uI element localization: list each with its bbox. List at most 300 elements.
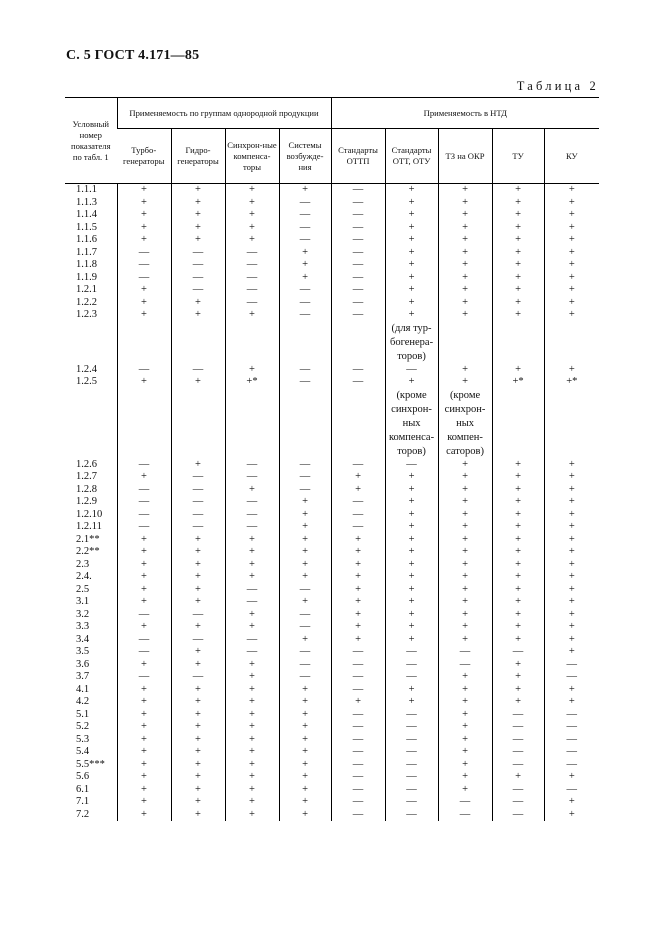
table-cell xyxy=(225,571,279,584)
cell-mark: — xyxy=(406,758,417,770)
cell-mark: + xyxy=(568,309,575,320)
table-cell xyxy=(385,284,438,297)
table-cell xyxy=(279,259,331,272)
table-row xyxy=(65,509,599,522)
row-indicator-id: 3.1 xyxy=(76,596,90,607)
table-cell xyxy=(438,364,492,377)
table-cell xyxy=(117,496,171,509)
table-cell xyxy=(331,809,385,822)
table-cell xyxy=(438,634,492,647)
cell-mark: + xyxy=(462,683,468,695)
table-row xyxy=(65,721,599,734)
table-cell xyxy=(171,584,225,597)
table-cell xyxy=(438,259,492,272)
cell-mark: — xyxy=(512,783,524,795)
table-cell xyxy=(331,621,385,634)
table-cell xyxy=(331,496,385,509)
cell-mark: + xyxy=(515,658,521,670)
cell-mark: + xyxy=(195,746,201,757)
row-indicator-id: 3.2 xyxy=(76,608,90,620)
cell-mark: + xyxy=(302,796,308,807)
cell-mark: — xyxy=(352,708,364,720)
cell-mark: + xyxy=(408,309,415,320)
table-cell xyxy=(171,364,225,377)
row-indicator-id: 1.1.4 xyxy=(76,209,97,220)
table-cell xyxy=(117,534,171,547)
table-row xyxy=(65,696,599,709)
row-indicator-id: 2.3 xyxy=(76,558,90,570)
table-cell xyxy=(331,584,385,597)
table-cell xyxy=(117,659,171,672)
cell-mark: + xyxy=(302,571,308,582)
table-cell xyxy=(279,571,331,584)
cell-mark: + xyxy=(249,234,255,245)
table-cell xyxy=(331,259,385,272)
table-row xyxy=(65,259,599,272)
applicability-table xyxy=(65,97,599,821)
row-indicator-id: 2.4. xyxy=(76,571,92,582)
cell-mark: — xyxy=(246,296,258,308)
header-group-ntd: Применяемость в НТД xyxy=(331,98,599,129)
row-indicator-id: 2.2** xyxy=(76,546,100,557)
table-cell xyxy=(492,376,544,459)
cell-mark: — xyxy=(299,671,311,682)
table-cell xyxy=(117,809,171,822)
table-cell xyxy=(331,471,385,484)
cell-mark: + xyxy=(462,196,468,208)
table-cell xyxy=(225,259,279,272)
table-row xyxy=(65,184,599,197)
table-cell xyxy=(544,184,599,197)
table-cell xyxy=(117,509,171,522)
table-cell xyxy=(544,284,599,297)
table-cell xyxy=(225,609,279,622)
cell-mark: — xyxy=(138,246,150,258)
table-cell xyxy=(544,376,599,459)
table-cell xyxy=(544,209,599,222)
table-cell xyxy=(279,521,331,534)
table-cell xyxy=(117,521,171,534)
table-cell xyxy=(385,684,438,697)
table-cell xyxy=(225,696,279,709)
cell-mark: + xyxy=(568,796,575,807)
cell-mark: + xyxy=(195,221,201,233)
table-cell xyxy=(438,459,492,472)
table-cell xyxy=(385,796,438,809)
row-indicator-id: 3.6 xyxy=(76,658,90,670)
table-cell xyxy=(385,771,438,784)
table-cell xyxy=(117,759,171,772)
cell-mark: — xyxy=(512,646,524,657)
cell-mark: + xyxy=(408,621,415,632)
table-cell xyxy=(279,609,331,622)
table-cell xyxy=(492,621,544,634)
cell-mark: + xyxy=(568,259,575,270)
table-cell xyxy=(492,759,544,772)
cell-mark: + xyxy=(568,284,575,295)
table-cell xyxy=(331,209,385,222)
cell-mark: + xyxy=(141,571,147,582)
cell-mark: — xyxy=(246,596,258,607)
cell-mark: — xyxy=(352,508,364,520)
table-cell xyxy=(171,234,225,247)
cell-mark: + xyxy=(515,234,521,245)
cell-mark: — xyxy=(352,221,364,233)
cell-mark: + xyxy=(302,683,308,695)
cell-mark: + xyxy=(195,771,201,782)
table-cell xyxy=(117,646,171,659)
table-cell xyxy=(279,222,331,235)
cell-mark: — xyxy=(352,683,364,695)
cell-mark: + xyxy=(462,583,468,595)
cell-mark: — xyxy=(299,296,311,308)
table-cell xyxy=(171,746,225,759)
cell-mark: — xyxy=(406,771,417,782)
cell-mark: + xyxy=(355,596,361,607)
table-cell xyxy=(438,509,492,522)
table-cell xyxy=(225,784,279,797)
cell-mark: + xyxy=(141,733,147,745)
cell-mark: — xyxy=(352,296,364,308)
cell-mark: + xyxy=(408,533,415,545)
cell-mark: + xyxy=(141,234,147,245)
table-cell xyxy=(544,234,599,247)
table-cell xyxy=(331,297,385,310)
cell-mark: — xyxy=(192,496,204,507)
table-cell xyxy=(544,671,599,684)
table-cell xyxy=(225,222,279,235)
cell-mark: + xyxy=(568,596,575,607)
table-cell xyxy=(279,784,331,797)
table-cell xyxy=(385,621,438,634)
cell-mark: + xyxy=(249,533,255,545)
table-row xyxy=(65,459,599,472)
cell-mark: + xyxy=(568,196,575,208)
cell-mark: + xyxy=(515,583,521,595)
cell-mark: + xyxy=(568,483,575,495)
cell-mark: — xyxy=(566,721,578,732)
cell-note: (кроме синхрон-ных компен-саторов) xyxy=(444,389,486,457)
table-cell xyxy=(279,709,331,722)
cell-mark: + xyxy=(568,496,575,507)
table-cell xyxy=(438,796,492,809)
table-row xyxy=(65,609,599,622)
cell-mark: + xyxy=(249,658,255,670)
row-indicator-id: 5.2 xyxy=(76,721,90,732)
cell-mark: — xyxy=(138,271,150,283)
cell-mark: + xyxy=(302,746,308,757)
table-cell xyxy=(279,534,331,547)
cell-mark: + xyxy=(195,583,201,595)
table-cell xyxy=(385,272,438,285)
table-cell xyxy=(279,209,331,222)
table-cell xyxy=(331,634,385,647)
row-indicator-id: 1.2.4 xyxy=(76,363,97,375)
row-indicator-id: 1.2.10 xyxy=(76,508,103,520)
table-cell xyxy=(438,272,492,285)
table-cell xyxy=(544,546,599,559)
table-cell xyxy=(544,771,599,784)
cell-mark: — xyxy=(192,363,204,375)
cell-mark: + xyxy=(195,533,201,545)
table-cell xyxy=(117,209,171,222)
table-cell xyxy=(225,721,279,734)
table-row xyxy=(65,809,599,822)
table-cell xyxy=(492,459,544,472)
cell-mark: + xyxy=(302,758,308,770)
cell-mark: + xyxy=(568,296,575,308)
table-cell xyxy=(279,197,331,210)
table-cell xyxy=(544,721,599,734)
cell-mark: + xyxy=(195,683,201,695)
table-cell xyxy=(331,247,385,260)
table-cell xyxy=(385,376,438,459)
table-cell xyxy=(225,684,279,697)
cell-mark: + xyxy=(249,196,255,208)
cell-mark: — xyxy=(299,658,311,670)
table-row xyxy=(65,309,599,364)
table-cell xyxy=(279,496,331,509)
cell-mark: + xyxy=(462,458,468,470)
table-row xyxy=(65,621,599,634)
cell-mark: + xyxy=(462,209,468,220)
cell-mark: — xyxy=(512,721,524,732)
table-cell xyxy=(438,759,492,772)
cell-mark: — xyxy=(246,496,258,507)
table-cell xyxy=(225,234,279,247)
table-cell xyxy=(438,771,492,784)
cell-mark: + xyxy=(515,546,521,557)
table-cell xyxy=(117,734,171,747)
cell-mark: — xyxy=(512,733,524,745)
cell-mark: + xyxy=(408,184,415,195)
cell-mark: + xyxy=(462,221,468,233)
table-cell xyxy=(117,272,171,285)
table-row xyxy=(65,734,599,747)
cell-mark: + xyxy=(515,633,521,645)
cell-mark: — xyxy=(299,646,311,657)
table-cell xyxy=(492,496,544,509)
cell-mark: + xyxy=(141,746,147,757)
table-cell xyxy=(438,621,492,634)
table-cell xyxy=(279,297,331,310)
table-cell xyxy=(331,272,385,285)
cell-mark: + xyxy=(568,521,575,532)
cell-mark: + xyxy=(515,184,521,195)
cell-mark: — xyxy=(192,508,204,520)
cell-mark: + xyxy=(249,309,255,320)
cell-mark: + xyxy=(462,621,468,632)
cell-mark: + xyxy=(249,808,255,820)
cell-mark: — xyxy=(246,521,258,532)
table-cell xyxy=(544,809,599,822)
header-tz-okr: ТЗ на ОКР xyxy=(438,129,492,184)
table-cell xyxy=(117,222,171,235)
table-cell xyxy=(117,784,171,797)
table-cell xyxy=(438,809,492,822)
table-row xyxy=(65,484,599,497)
table-cell xyxy=(331,521,385,534)
table-cell xyxy=(171,297,225,310)
table-cell xyxy=(171,759,225,772)
cell-mark: + xyxy=(408,546,415,557)
cell-mark: — xyxy=(138,508,150,520)
table-cell xyxy=(385,546,438,559)
cell-mark: + xyxy=(355,533,361,545)
cell-mark: + xyxy=(141,209,147,220)
cell-mark: + xyxy=(462,783,468,795)
table-cell xyxy=(279,771,331,784)
cell-mark: + xyxy=(462,708,468,720)
table-cell xyxy=(331,571,385,584)
table-cell xyxy=(117,376,171,459)
table-cell xyxy=(171,509,225,522)
table-cell xyxy=(544,309,599,364)
cell-mark: — xyxy=(352,259,364,270)
table-cell xyxy=(492,484,544,497)
cell-mark: — xyxy=(406,708,417,720)
table-cell xyxy=(225,376,279,459)
table-cell xyxy=(438,746,492,759)
header-hydrogenerators: Гидро-генераторы xyxy=(171,129,225,184)
table-row xyxy=(65,209,599,222)
table-cell xyxy=(225,471,279,484)
table-cell xyxy=(438,234,492,247)
cell-mark: + xyxy=(568,696,575,707)
header-ott-otu-standards: Стандарты ОТТ, ОТУ xyxy=(385,129,438,184)
table-cell xyxy=(438,534,492,547)
cell-mark: — xyxy=(299,458,311,470)
table-cell xyxy=(117,471,171,484)
table-cell xyxy=(331,509,385,522)
cell-mark: + xyxy=(355,633,361,645)
cell-mark: + xyxy=(568,546,575,557)
table-cell xyxy=(117,459,171,472)
cell-mark: + xyxy=(141,533,147,545)
table-cell xyxy=(331,684,385,697)
table-row xyxy=(65,272,599,285)
table-cell xyxy=(385,746,438,759)
cell-mark: + xyxy=(141,683,147,695)
table-cell xyxy=(385,309,438,364)
table-cell xyxy=(279,646,331,659)
cell-mark: + xyxy=(302,708,308,720)
cell-mark: + xyxy=(568,583,575,595)
table-cell xyxy=(544,247,599,260)
cell-mark: + xyxy=(195,546,201,557)
cell-mark: + xyxy=(515,596,521,607)
table-cell xyxy=(438,484,492,497)
cell-mark: + xyxy=(568,771,575,782)
cell-mark: — xyxy=(459,796,471,807)
cell-mark: — xyxy=(192,471,204,482)
cell-mark: + xyxy=(515,771,521,782)
cell-mark: — xyxy=(138,363,150,375)
cell-mark: — xyxy=(352,521,364,532)
cell-mark: + xyxy=(141,196,147,208)
table-cell xyxy=(331,759,385,772)
cell-mark: — xyxy=(192,633,204,645)
row-indicator-id: 1.1.7 xyxy=(76,246,97,258)
cell-mark: + xyxy=(141,796,147,807)
cell-mark: + xyxy=(141,221,147,233)
table-cell xyxy=(331,222,385,235)
cell-mark: + xyxy=(515,471,521,482)
table-cell xyxy=(385,784,438,797)
cell-mark: — xyxy=(566,671,578,682)
cell-mark: + xyxy=(249,483,255,495)
cell-mark: + xyxy=(408,558,415,570)
table-row xyxy=(65,684,599,697)
table-cell xyxy=(438,247,492,260)
table-cell xyxy=(544,471,599,484)
table-cell xyxy=(438,521,492,534)
cell-mark: — xyxy=(406,646,417,657)
table-cell xyxy=(279,634,331,647)
cell-mark: — xyxy=(246,583,258,595)
cell-mark: — xyxy=(138,458,150,470)
cell-mark: — xyxy=(299,209,311,220)
table-cell xyxy=(492,234,544,247)
table-row xyxy=(65,646,599,659)
cell-mark: — xyxy=(512,796,524,807)
cell-mark: + xyxy=(408,596,415,607)
table-row xyxy=(65,596,599,609)
table-cell xyxy=(171,621,225,634)
cell-mark: + xyxy=(249,783,255,795)
table-cell xyxy=(544,734,599,747)
cell-mark: + xyxy=(515,309,521,320)
table-row xyxy=(65,559,599,572)
table-cell xyxy=(171,546,225,559)
row-indicator-id: 5.1 xyxy=(76,708,90,720)
table-cell xyxy=(225,584,279,597)
table-cell xyxy=(279,546,331,559)
table-cell xyxy=(279,684,331,697)
table-cell xyxy=(225,509,279,522)
header-ku: КУ xyxy=(544,129,599,184)
table-cell xyxy=(492,809,544,822)
cell-mark: + xyxy=(141,721,147,732)
cell-mark: — xyxy=(352,376,364,387)
cell-mark: + xyxy=(195,796,201,807)
table-cell xyxy=(117,771,171,784)
cell-mark: — xyxy=(459,646,471,657)
table-cell xyxy=(492,646,544,659)
table-cell xyxy=(279,184,331,197)
cell-mark: — xyxy=(138,496,150,507)
row-indicator-id: 1.1.6 xyxy=(76,234,97,245)
table-cell xyxy=(117,684,171,697)
row-indicator-id: 3.3 xyxy=(76,621,90,632)
table-cell xyxy=(544,746,599,759)
table-cell xyxy=(385,671,438,684)
cell-mark: + xyxy=(195,721,201,732)
table-cell xyxy=(225,197,279,210)
cell-mark: — xyxy=(299,234,311,245)
cell-mark: + xyxy=(141,558,147,570)
cell-mark: + xyxy=(195,184,201,195)
table-cell xyxy=(225,734,279,747)
table-row xyxy=(65,364,599,377)
table-cell xyxy=(492,272,544,285)
table-cell xyxy=(117,484,171,497)
table-cell xyxy=(385,584,438,597)
cell-mark: + xyxy=(195,458,201,470)
cell-mark: + xyxy=(515,558,521,570)
table-cell xyxy=(331,771,385,784)
table-cell xyxy=(385,197,438,210)
